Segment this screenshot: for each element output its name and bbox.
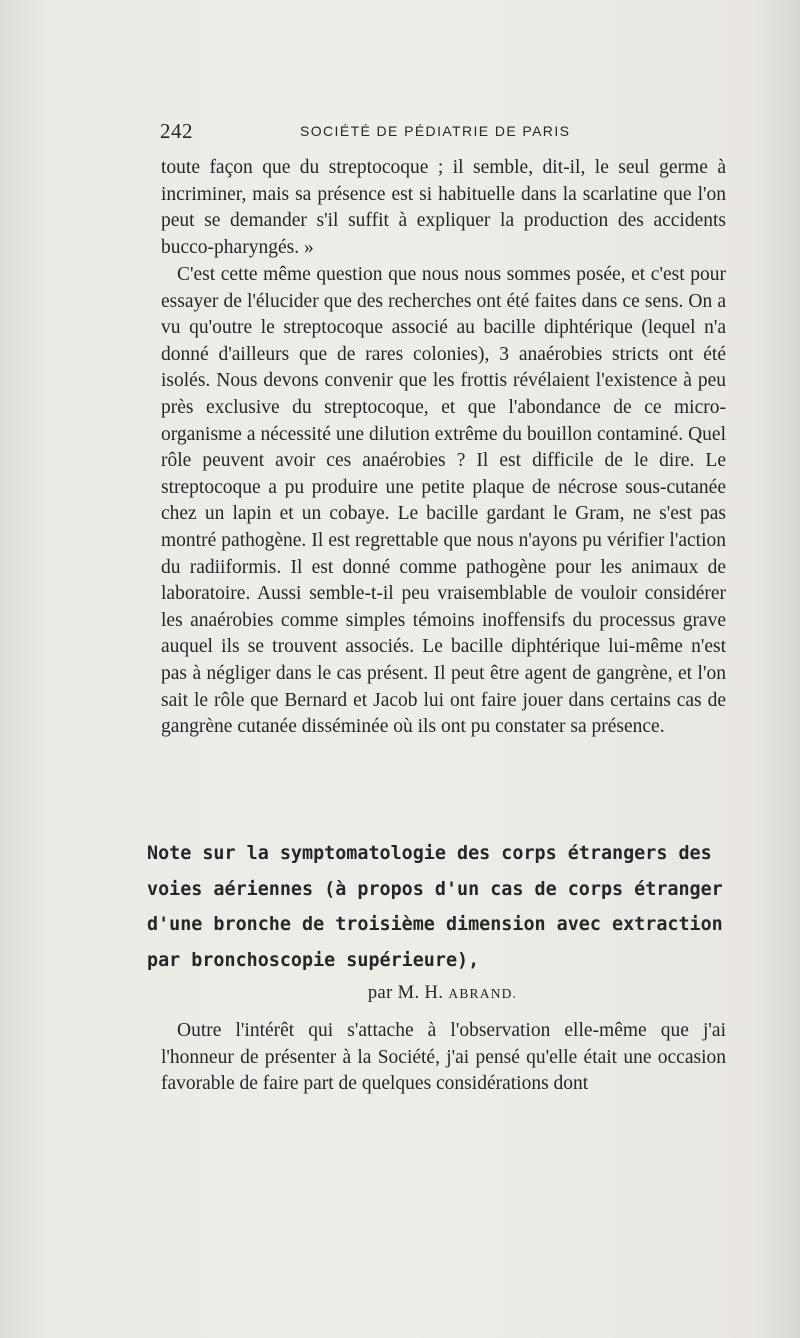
page-number: 242 [160,119,193,143]
paragraph-discussion: C'est cette même question que nous nous sommes posée, et c'est pour essayer de l'élucider que des recherches ont été faites dans ce sens. On a vu qu'outre le streptocoque associé au bacille diphtérique (lequel n'a donné d'ailleurs que de rares colonies), 3 anaérobies stricts ont été isolés. Nous devons convenir que les frottis révélaient l'existence à peu près exclusive du streptocoque, et que l'abondance de ce micro-organisme a nécessité une dilution extrême du bouillon contaminé. Quel rôle peuvent avoir ces anaérobies ? Il est difficile de le dire. Le streptocoque a pu produire une petite plaque de nécrose sous-cutanée chez un lapin et un cobaye. Le bacille gardant le Gram, ne s'est pas montré pathogène. Il est regrettable que nous n'ayons pu vérifier l'action du radiiformis. Il est donné comme pathogène pour les animaux de laboratoire. Aussi semble-t-il peu vraisemblable de vouloir considérer les anaérobies comme simples témoins inoffensifs du processus grave auquel ils se trouvent associés. Le bacille diphtérique lui-même n'est pas à négliger dans le cas présent. Il peut être agent de gangrène, et l'on sait le rôle que Bernard et Jacob lui ont faire jouer dans certains cas de gangrène cutanée disséminée où ils ont pu constater sa présence. [161,264,726,738]
paragraph-quote-continuation: toute façon que du streptocoque ; il semble, dit-il, le seul germe à incriminer, mais sa présence est si habituelle dans la scarlatine que l'on peut se demander s'il suffit à expliquer la production des accidents bucco-pharyngés. » [161,157,726,258]
paragraph-introduction: Outre l'intérêt qui s'attache à l'observation elle-même que j'ai l'honneur de présenter à la Société, j'ai pensé qu'elle était une occasion favorable de faire part de quelques considérations dont [161,1020,726,1095]
article-byline [160,983,725,1004]
running-title: SOCIÉTÉ DE PÉDIATRIE DE PARIS [300,123,571,139]
author-name: ABRAND. [448,986,518,1001]
running-header [160,119,725,143]
article-title: Note sur la symptomatologie des corps étrangers des voies aériennes (à propos d'un cas de corps étranger d'une bronche de troisième dimension avec extraction par bronchoscopie supérieure), [147,843,723,971]
byline-prefix: par M. H. [367,983,444,1003]
